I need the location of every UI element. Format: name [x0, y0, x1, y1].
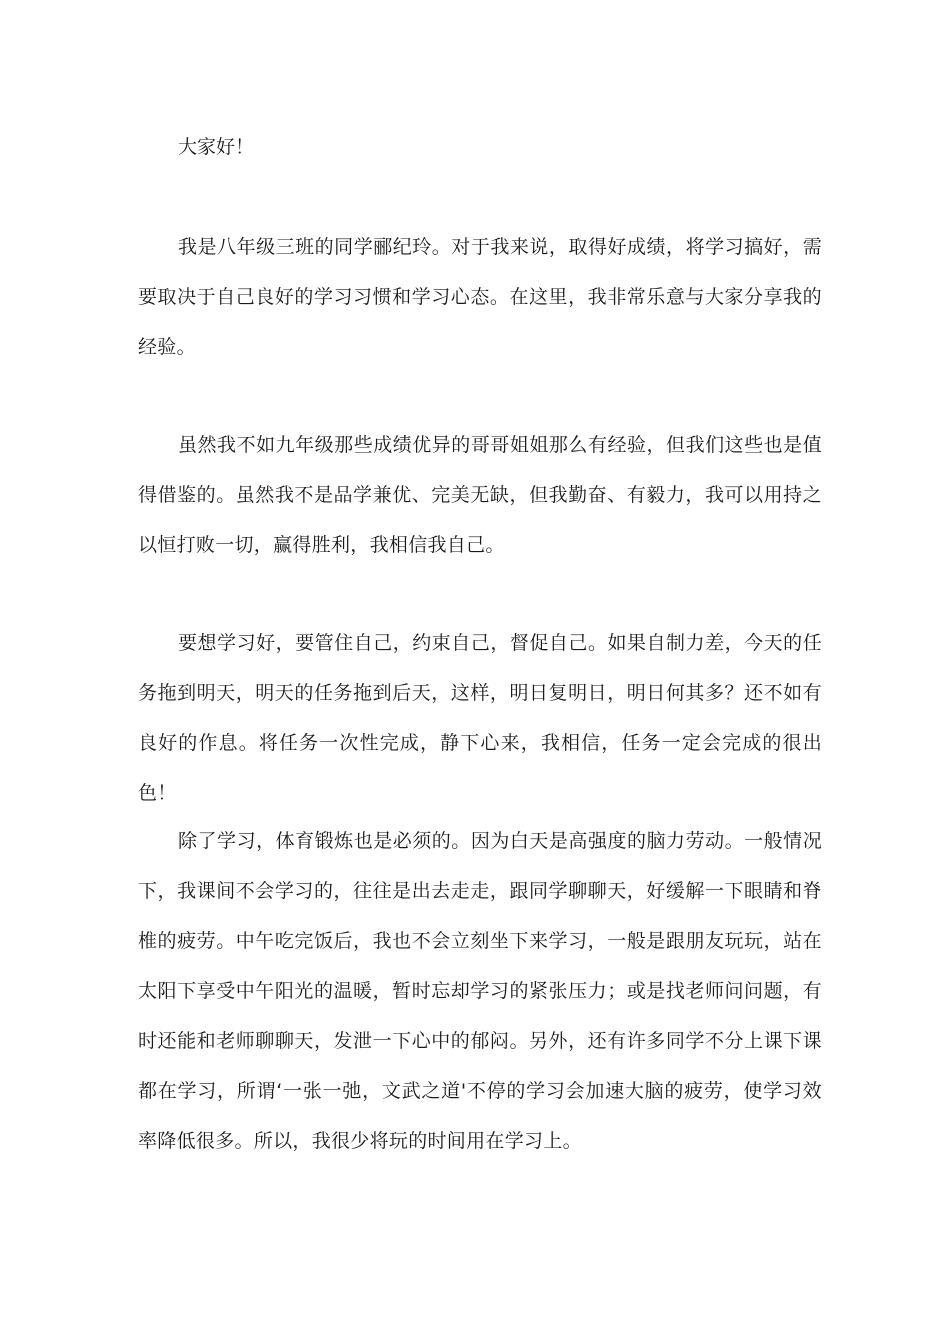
greeting-line: 大家好！ [178, 136, 255, 158]
paragraph-introduction: 我是八年级三班的同学郦纪玲。对于我来说，取得好成绩，将学习搞好，需要取决于自己良好的学习习惯和学习心态。在这里，我非常乐意与大家分享我的经验。 [138, 236, 822, 358]
paragraph-exercise: 除了学习，体育锻炼也是必须的。因为白天是高强度的脑力劳动。一般情况下，我课间不会学习的，往往是出去走走，跟同学聊聊天，好缓解一下眼睛和脊椎的疲劳。中午吃完饭后，我也不会立刻坐下来学习，一般是跟朋友玩玩，站在太阳下享受中午阳光的温暖，暂时忘却学习的紧张压力；或是找老师问问题，有时还能和老师聊聊天，发泄一下心中的郁闷。另外，还有许多同学不分上课下课都在学习，所谓‘一张一弛，文武之道'不停的学习会加速大脑的疲劳，使学习效率降低很多。所以，我很少将玩的时间用在学习上。 [138, 830, 822, 1152]
paragraph-self-discipline: 要想学习好，要管住自己，约束自己，督促自己。如果自制力差，今天的任务拖到明天，明天的任务拖到后天，这样，明日复明日，明日何其多？还不如有良好的作息。将任务一次性完成，静下心来，我相信，任务一定会完成的很出色！ [138, 632, 822, 804]
paragraph-experience: 虽然我不如九年级那些成绩优异的哥哥姐姐那么有经验，但我们这些也是值得借鉴的。虽然我不是品学兼优、完美无缺，但我勤奋、有毅力，我可以用持之以恒打败一切，赢得胜利，我相信我自己。 [138, 434, 822, 556]
